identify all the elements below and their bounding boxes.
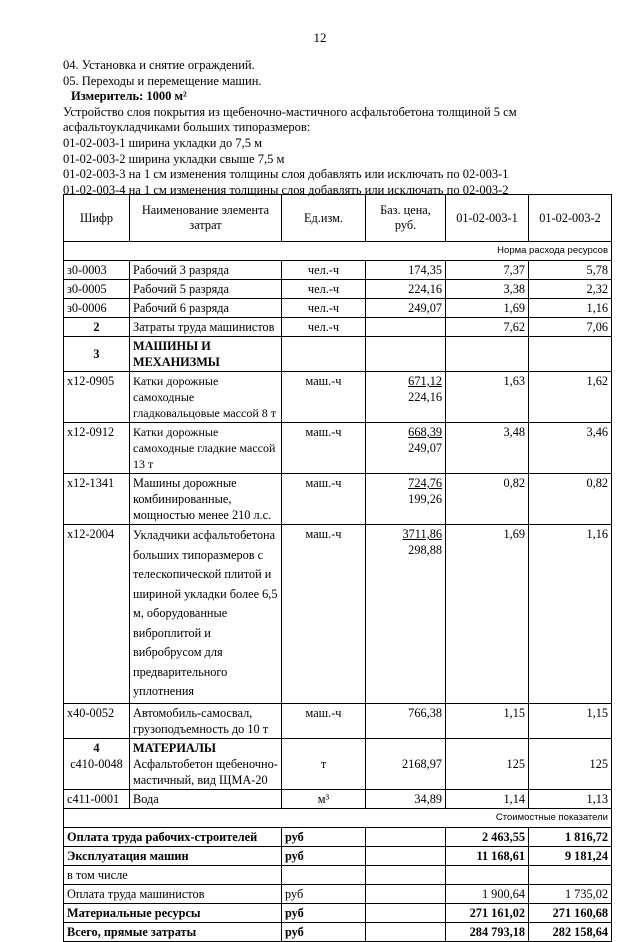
section-row-materials <box>64 738 612 789</box>
row-price <box>366 423 446 474</box>
summary-value-1: 2 463,55 <box>446 827 529 846</box>
empty-cell <box>282 337 366 372</box>
row-value-2: 0,82 <box>529 474 612 525</box>
empty-cell <box>366 903 446 922</box>
summary-name: Эксплуатация машин <box>64 846 282 865</box>
empty-cell <box>529 337 612 372</box>
measure-unit: Измеритель: 1000 м² <box>71 89 187 104</box>
summary-row <box>64 903 612 922</box>
row-name: Укладчики асфальтобетона больших типоразмеров с телескопической плитой и шириной укладки более 6,5 м, оборудованные виброплитой и вибробрусом для предварительного уплотнения <box>130 525 282 704</box>
row-unit: т <box>282 738 366 789</box>
price-total: 668,39 <box>408 425 442 439</box>
row-unit: маш.-ч <box>282 423 366 474</box>
header-name: Наименование элемента затрат <box>130 195 282 242</box>
section-code <box>64 738 130 789</box>
row-value-2: 1,16 <box>529 299 612 318</box>
row-code: х12-0905 <box>64 372 130 423</box>
summary-unit: руб <box>282 903 366 922</box>
row-price: 174,35 <box>366 261 446 280</box>
row-value-1: 1,69 <box>446 525 529 704</box>
summary-value-1: 284 793,18 <box>446 922 529 941</box>
empty-cell <box>366 865 446 884</box>
table-header-row <box>64 195 612 242</box>
price-total: 724,76 <box>408 476 442 490</box>
summary-row <box>64 884 612 903</box>
description-line-2: асфальтоукладчиками больших типоразмеров: <box>63 120 311 135</box>
summary-value-1: 271 161,02 <box>446 903 529 922</box>
summary-name: Материальные ресурсы <box>64 903 282 922</box>
section-value-2: 7,06 <box>529 318 612 337</box>
summary-name: Оплата труда рабочих-строителей <box>64 827 282 846</box>
empty-cell <box>366 318 446 337</box>
row-value-2: 2,32 <box>529 280 612 299</box>
row-price: 224,16 <box>366 280 446 299</box>
row-value-1: 3,48 <box>446 423 529 474</box>
summary-unit: руб <box>282 846 366 865</box>
summary-unit: руб <box>282 884 366 903</box>
table-row <box>64 474 612 525</box>
summary-value-2 <box>529 865 612 884</box>
row-price: 34,89 <box>366 789 446 808</box>
empty-cell <box>366 337 446 372</box>
row-unit: чел.-ч <box>282 261 366 280</box>
row-value-1: 1,14 <box>446 789 529 808</box>
summary-unit: руб <box>282 922 366 941</box>
row-unit: чел.-ч <box>282 299 366 318</box>
intro-block <box>63 58 613 198</box>
header-col2: 01-02-003-2 <box>529 195 612 242</box>
empty-cell <box>446 337 529 372</box>
summary-value-2: 282 158,64 <box>529 922 612 941</box>
section-row-machines <box>64 337 612 372</box>
section-name: Затраты труда машинистов <box>130 318 282 337</box>
row-unit: маш.-ч <box>282 474 366 525</box>
table-row <box>64 299 612 318</box>
summary-unit <box>282 865 366 884</box>
price-labor: 199,26 <box>408 492 442 506</box>
header-code: Шифр <box>64 195 130 242</box>
table-row <box>64 261 612 280</box>
row-value-2: 1,15 <box>529 703 612 738</box>
empty-cell <box>366 827 446 846</box>
row-price: 766,38 <box>366 703 446 738</box>
intro-line-1: 04. Установка и снятие ограждений. <box>63 58 255 72</box>
cost-label-row <box>64 808 612 827</box>
section-number: 4 <box>93 740 100 755</box>
row-name: Рабочий 6 разряда <box>130 299 282 318</box>
variant-2: 01-02-003-2 ширина укладки свыше 7,5 м <box>63 151 285 166</box>
row-value-1: 1,63 <box>446 372 529 423</box>
row-code: х12-0912 <box>64 423 130 474</box>
row-price: 249,07 <box>366 299 446 318</box>
section-unit: чел.-ч <box>282 318 366 337</box>
row-value-1: 125 <box>446 738 529 789</box>
price-labor: 224,16 <box>408 390 442 404</box>
summary-row <box>64 865 612 884</box>
row-unit: м³ <box>282 789 366 808</box>
summary-name: Оплата труда машинистов <box>64 884 282 903</box>
row-code: з0-0006 <box>64 299 130 318</box>
price-labor: 249,07 <box>408 441 442 455</box>
section-code: 2 <box>64 318 130 337</box>
row-code: х12-1341 <box>64 474 130 525</box>
row-value-2: 125 <box>529 738 612 789</box>
row-value-1: 1,69 <box>446 299 529 318</box>
row-code: з0-0005 <box>64 280 130 299</box>
table-row <box>64 423 612 474</box>
summary-value-1 <box>446 865 529 884</box>
intro-line-2: 05. Переходы и перемещение машин. <box>63 73 262 88</box>
row-code: с411-0001 <box>64 789 130 808</box>
table-row <box>64 280 612 299</box>
section-value-1: 7,62 <box>446 318 529 337</box>
summary-row <box>64 922 612 941</box>
empty-cell <box>366 922 446 941</box>
row-name: Вода <box>130 789 282 808</box>
row-value-2: 5,78 <box>529 261 612 280</box>
row-name: Рабочий 5 разряда <box>130 280 282 299</box>
table-row <box>64 525 612 704</box>
row-unit: чел.-ч <box>282 280 366 299</box>
material-name: Асфальтобетон щебеночно-мастичный, вид ЩМА-20 <box>133 756 278 787</box>
variant-3: 01-02-003-3 на 1 см изменения толщины слоя добавлять или исключать по 02-003-1 <box>63 167 509 182</box>
row-name: Автомобиль-самосвал, грузоподъемность до 10 т <box>130 703 282 738</box>
row-value-2: 1,13 <box>529 789 612 808</box>
summary-value-2: 1 735,02 <box>529 884 612 903</box>
section-row-operators <box>64 318 612 337</box>
summary-value-2: 271 160,68 <box>529 903 612 922</box>
description-line-1: Устройство слоя покрытия из щебеночно-мастичного асфальтобетона толщиной 5 см <box>63 104 517 119</box>
variant-1: 01-02-003-1 ширина укладки до 7,5 м <box>63 135 262 150</box>
summary-name: в том числе <box>64 865 282 884</box>
summary-value-2: 9 181,24 <box>529 846 612 865</box>
summary-name: Всего, прямые затраты <box>64 922 282 941</box>
summary-value-1: 11 168,61 <box>446 846 529 865</box>
empty-cell <box>366 884 446 903</box>
norm-label-row <box>64 242 612 261</box>
summary-unit: руб <box>282 827 366 846</box>
section-code: 3 <box>64 337 130 372</box>
price-total: 671,12 <box>408 374 442 388</box>
row-code: с410-0048 <box>70 756 123 771</box>
norm-label: Норма расхода ресурсов <box>64 242 612 261</box>
cost-label: Стоимостные показатели <box>64 808 612 827</box>
row-price <box>366 474 446 525</box>
summary-row <box>64 827 612 846</box>
section-name: МАШИНЫ И МЕХАНИЗМЫ <box>130 337 282 372</box>
header-price: Баз. цена, руб. <box>366 195 446 242</box>
row-value-2: 3,46 <box>529 423 612 474</box>
row-price <box>366 525 446 704</box>
empty-cell <box>366 846 446 865</box>
row-code: х40-0052 <box>64 703 130 738</box>
table-row <box>64 703 612 738</box>
summary-value-1: 1 900,64 <box>446 884 529 903</box>
row-price <box>366 372 446 423</box>
price-total: 3711,86 <box>402 527 442 541</box>
variant-4: 01-02-003-4 на 1 см изменения толщины слоя добавлять или исключать по 02-003-2 <box>63 182 509 197</box>
row-name: Машины дорожные комбинированные, мощностью менее 210 л.с. <box>130 474 282 525</box>
row-value-1: 1,15 <box>446 703 529 738</box>
table-row <box>64 372 612 423</box>
row-name <box>130 738 282 789</box>
header-col1: 01-02-003-1 <box>446 195 529 242</box>
row-unit: маш.-ч <box>282 703 366 738</box>
table-row <box>64 789 612 808</box>
row-unit: маш.-ч <box>282 525 366 704</box>
row-code: х12-2004 <box>64 525 130 704</box>
row-name: Катки дорожные самоходные гладковальцовые массой 8 т <box>130 372 282 423</box>
section-name: МАТЕРИАЛЫ <box>133 740 217 755</box>
summary-value-2: 1 816,72 <box>529 827 612 846</box>
header-unit: Ед.изм. <box>282 195 366 242</box>
row-value-1: 3,38 <box>446 280 529 299</box>
row-value-2: 1,62 <box>529 372 612 423</box>
row-name: Рабочий 3 разряда <box>130 261 282 280</box>
price-labor: 298,88 <box>408 543 442 557</box>
row-value-1: 0,82 <box>446 474 529 525</box>
summary-row <box>64 846 612 865</box>
row-value-2: 1,16 <box>529 525 612 704</box>
row-name: Катки дорожные самоходные гладкие массой 13 т <box>130 423 282 474</box>
row-price: 2168,97 <box>366 738 446 789</box>
row-code: з0-0003 <box>64 261 130 280</box>
row-value-1: 7,37 <box>446 261 529 280</box>
page-number: 12 <box>313 30 327 45</box>
row-unit: маш.-ч <box>282 372 366 423</box>
resource-table <box>63 194 612 942</box>
